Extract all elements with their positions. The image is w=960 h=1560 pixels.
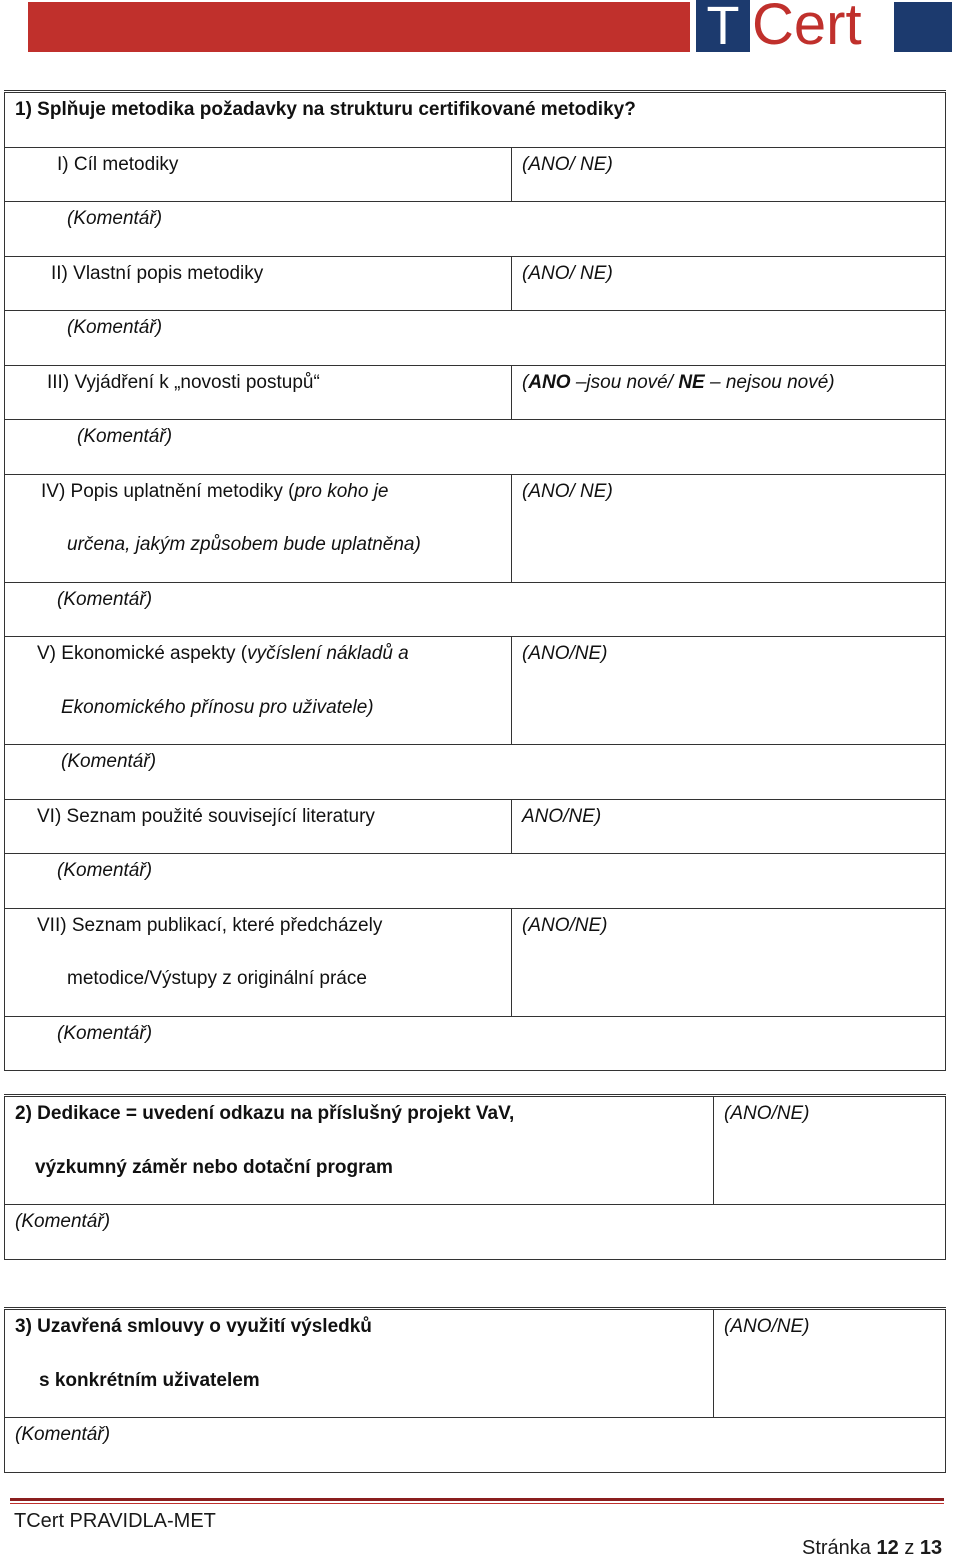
item3-comment[interactable]: (Komentář) (77, 426, 173, 447)
section3-answer[interactable]: (ANO/NE) (724, 1316, 810, 1337)
item1-answer[interactable]: (ANO/ NE) (522, 153, 613, 175)
item6-label: VI) Seznam použité související literatury (37, 805, 375, 827)
item6-answer[interactable]: ANO/NE) (522, 805, 602, 827)
item4-answer[interactable]: (ANO/ NE) (522, 480, 613, 502)
item5-label-a: V) Ekonomické aspekty ( (37, 643, 248, 664)
header-red-bar (28, 2, 690, 52)
section3-question-line2: s konkrétním uživatelem (39, 1369, 260, 1391)
item2-label: II) Vlastní popis metodiky (51, 262, 264, 284)
item5-comment[interactable]: (Komentář) (61, 751, 157, 772)
item3-answer[interactable] (512, 366, 945, 420)
item3-answer-open: ( (522, 371, 529, 393)
item4-label-b: pro koho je (294, 480, 389, 502)
section3-question-line1: 3) Uzavřená smlouvy o využití výsledků (15, 1316, 372, 1337)
section2-comment[interactable]: (Komentář) (15, 1211, 111, 1232)
footer-page-number (802, 1537, 942, 1560)
section2-question-line1: 2) Dedikace = uvedení odkazu na příslušný projekt VaV, (15, 1103, 515, 1124)
section2-question-line2: výzkumný záměr nebo dotační program (35, 1156, 393, 1178)
footer-doc-name: TCert PRAVIDLA-MET (14, 1510, 216, 1532)
logo-t-letter: T (696, 0, 750, 52)
item3-answer-end: – nejsou nové) (704, 371, 835, 393)
item3-label: III) Vyjádření k „novosti postupů“ (47, 371, 320, 393)
footer-page-word: Stránka (802, 1537, 871, 1559)
item1-comment[interactable]: (Komentář) (67, 208, 163, 229)
footer-divider-thick (10, 1498, 944, 1501)
item4-label (5, 475, 511, 529)
item5-label (5, 637, 511, 691)
section3-table (4, 1307, 946, 1473)
logo-blue-block (894, 2, 952, 52)
item2-comment[interactable]: (Komentář) (67, 317, 163, 338)
section2-table (4, 1094, 946, 1260)
section1-table (4, 90, 946, 1071)
item5-label-cont: Ekonomického přínosu pro uživatele) (61, 696, 374, 718)
section3-comment[interactable]: (Komentář) (15, 1424, 111, 1445)
item3-answer-mid: –jsou nové/ (570, 371, 679, 393)
footer-page-current: 12 (876, 1537, 899, 1559)
item6-comment[interactable]: (Komentář) (57, 860, 153, 881)
item2-answer[interactable]: (ANO/ NE) (522, 262, 613, 284)
item7-answer[interactable]: (ANO/NE) (522, 914, 608, 936)
item7-label: VII) Seznam publikací, které předcházely (37, 914, 383, 936)
item3-answer-ano: ANO (528, 371, 571, 393)
item4-label-cont: určena, jakým způsobem bude uplatněna) (67, 534, 421, 555)
section1-question: 1) Splňuje metodika požadavky na strukturu certifikované metodiky? (15, 99, 636, 120)
section2-answer[interactable]: (ANO/NE) (724, 1103, 810, 1124)
tcert-logo (696, 0, 960, 57)
item5-label-b: vyčíslení nákladů a (247, 643, 409, 664)
item4-label-a: IV) Popis uplatnění metodiky ( (41, 480, 295, 502)
footer-page-total: 13 (919, 1537, 943, 1559)
item3-answer-ne: NE (678, 371, 705, 393)
logo-cert-text: Cert (752, 0, 862, 57)
item5-answer[interactable]: (ANO/NE) (522, 643, 608, 664)
item7-label-cont: metodice/Výstupy z originální práce (67, 968, 367, 989)
item4-comment[interactable]: (Komentář) (57, 588, 153, 610)
item1-label: I) Cíl metodiky (57, 153, 179, 175)
section1-question-cell (5, 92, 946, 148)
footer-divider-thin (10, 1503, 944, 1504)
item7-comment[interactable]: (Komentář) (57, 1022, 153, 1044)
footer-page-of: z (904, 1537, 915, 1559)
